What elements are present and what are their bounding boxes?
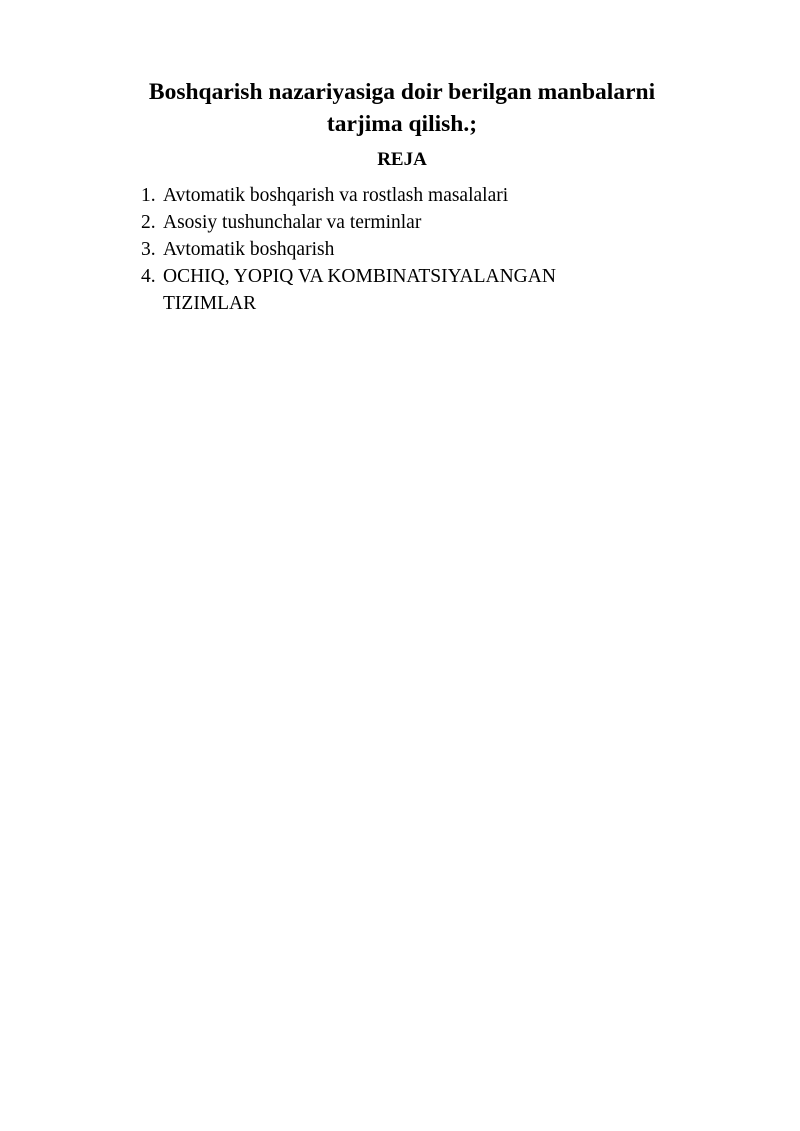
plan-item-number: 3. <box>141 239 156 260</box>
plan-item-number: 1. <box>141 185 156 206</box>
plan-heading: REJA <box>377 149 427 170</box>
plan-item-text-line-1: OCHIQ, YOPIQ VA KOMBINATSIYALANGAN <box>163 266 556 287</box>
document-title <box>120 76 684 140</box>
plan-item-number: 4. <box>141 266 156 287</box>
title-line-2: tarjima qilish.; <box>326 111 478 137</box>
title-line-1: Boshqarish nazariyasiga doir berilgan manbalarni <box>148 79 656 105</box>
plan-item-text-line-2: TIZIMLAR <box>163 293 257 314</box>
plan-item-text <box>163 263 621 317</box>
plan-item <box>141 236 621 263</box>
plan-item <box>141 263 621 317</box>
plan-item <box>141 182 621 209</box>
plan-item-number: 2. <box>141 212 156 233</box>
plan-item-text: Avtomatik boshqarish va rostlash masalalari <box>163 185 509 206</box>
plan-item-text: Asosiy tushunchalar va terminlar <box>163 212 422 233</box>
plan-item-text: Avtomatik boshqarish <box>163 239 335 260</box>
plan-list <box>141 182 621 317</box>
plan-item <box>141 209 621 236</box>
